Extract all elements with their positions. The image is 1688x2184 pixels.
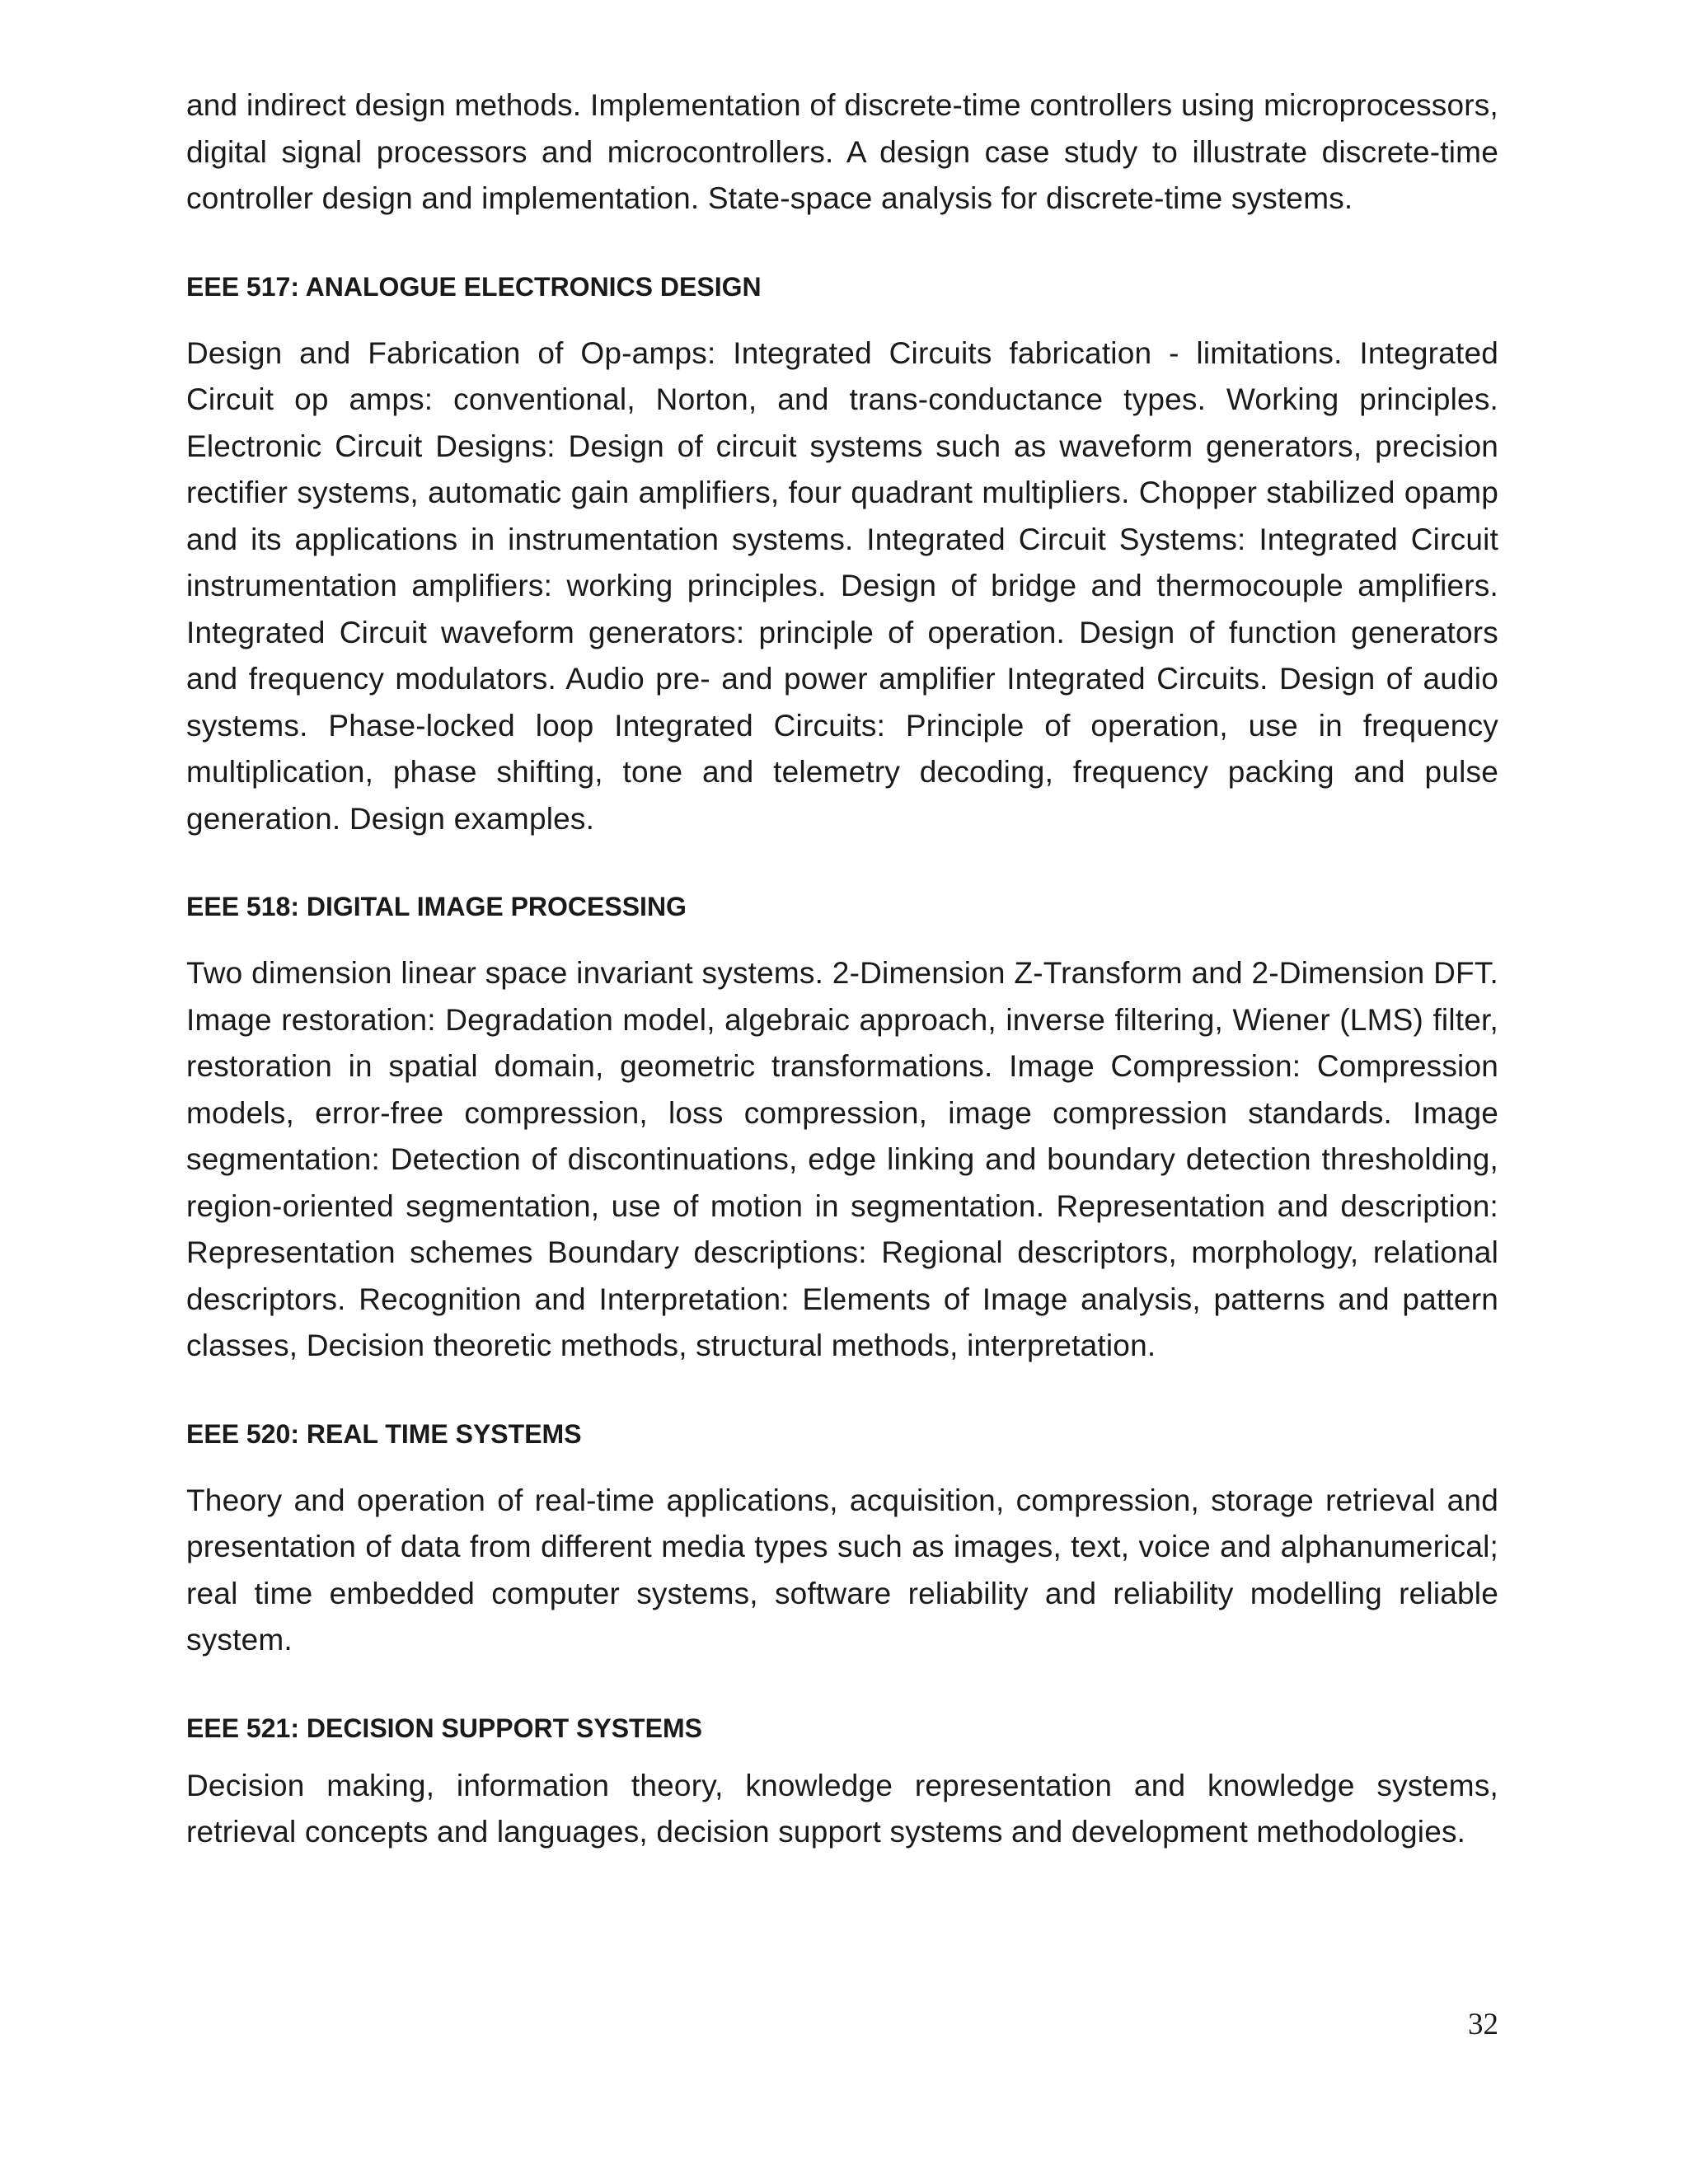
section-heading-eee520: EEE 520: REAL TIME SYSTEMS: [186, 1418, 582, 1449]
section-heading-eee521: EEE 521: DECISION SUPPORT SYSTEMS: [186, 1713, 702, 1743]
section-heading-eee517: EEE 517: ANALOGUE ELECTRONICS DESIGN: [186, 271, 762, 302]
section-body-eee517: Design and Fabrication of Op-amps: Integrated Circuits fabrication - limitations. Integrated Circuit op amps: conventional, Norton, and trans-conductance types. Working principles. Electronic Circuit Designs: Design of circuit systems such as waveform generators, precision rectifier systems, automatic gain amplifiers, four quadrant multipliers. Chopper stabilized opamp and its applications in instrumentation systems. Integrated Circuit Systems: Integrated Circuit instrumentation amplifiers: working principles. Design of bridge and thermocouple amplifiers. Integrated Circuit waveform generators: principle of operation. Design of function generators and frequency modulators. Audio pre- and power amplifier Integrated Circuits. Design of audio systems. Phase-locked loop Integrated Circuits: Principle of operation, use in frequency multiplication, phase shifting, tone and telemetry decoding, frequency packing and pulse generation. Design examples.: [186, 335, 1498, 836]
section-heading-eee518: EEE 518: DIGITAL IMAGE PROCESSING: [186, 892, 687, 921]
section-body-eee520: Theory and operation of real-time applications, acquisition, compression, storage retrieval and presentation of data from different media types such as images, text, voice and alphanumerical; real time embedded computer systems, software reliability and reliability modelling reliable system.: [186, 1483, 1498, 1657]
intro-paragraph: and indirect design methods. Implementation of discrete-time controllers using microprocessors, digital signal processors and microcontrollers. A design case study to illustrate discrete-time controller design and implementation. State-space analysis for discrete-time systems.: [186, 88, 1498, 215]
section-body-eee518: Two dimension linear space invariant systems. 2-Dimension Z-Transform and 2-Dimension DFT. Image restoration: Degradation model, algebraic approach, inverse filtering, Wiener (LMS) filter, restoration in spatial domain, geometric transformations. Image Compression: Compression models, error-free compression, loss compression, image compression standards. Image segmentation: Detection of discontinuations, edge linking and boundary detection thresholding, region-oriented segmentation, use of motion in segmentation. Representation and description: Representation schemes Boundary descriptions: Regional descriptors, morphology, relational descriptors. Recognition and Interpretation: Elements of Image analysis, patterns and pattern classes, Decision theoretic methods, structural methods, interpretation.: [186, 956, 1498, 1362]
document-page: [186, 82, 1498, 1856]
page-number: 32: [1468, 2008, 1498, 2041]
section-body-eee521: Decision making, information theory, knowledge representation and knowledge systems, retrieval concepts and languages, decision support systems and development methodologies.: [186, 1768, 1498, 1849]
